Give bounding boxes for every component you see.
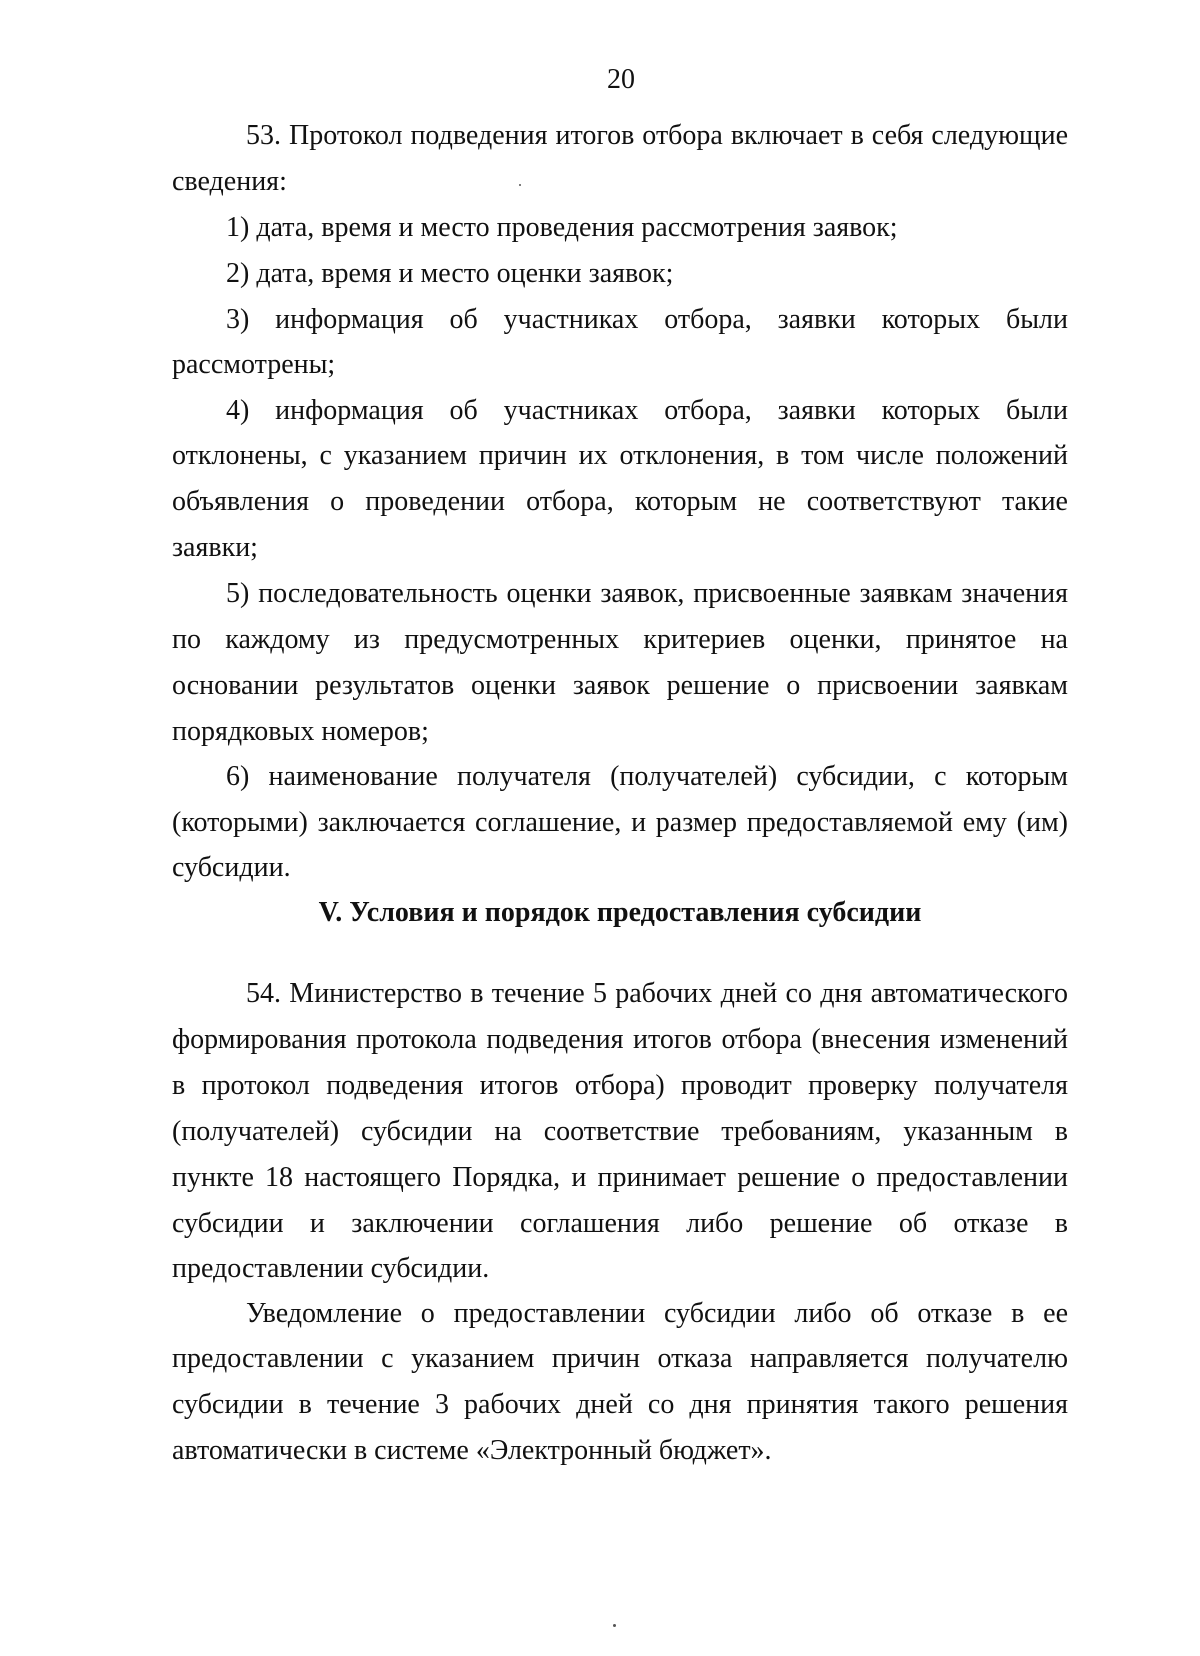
paragraph-notice-line: субсидии в течение 3 рабочих дней со дня принятия такого решения [172, 1389, 1068, 1420]
list-item-5-line: по каждому из предусмотренных критериев оценки, принятое на [172, 624, 1068, 655]
section-heading: V. Условия и порядок предоставления субсидии [318, 897, 922, 928]
paragraph-54-line: предоставлении субсидии. [172, 1253, 490, 1284]
list-item-5-line: 5) последовательность оценки заявок, присвоенные заявкам значения [226, 578, 1068, 609]
list-item-4-line: объявления о проведении отбора, которым не соответствуют такие [172, 486, 1068, 517]
paragraph-notice-line: автоматически в системе «Электронный бюджет». [172, 1435, 772, 1466]
scan-speck [519, 184, 521, 186]
paragraph-54-line: формирования протокола подведения итогов отбора (внесения изменений [172, 1024, 1068, 1055]
paragraph-54-line: (получателей) субсидии на соответствие требованиям, указанным в [172, 1116, 1068, 1147]
paragraph-54-line: пункте 18 настоящего Порядка, и принимает решение о предоставлении [172, 1162, 1068, 1193]
list-item-4-line: отклонены, с указанием причин их отклонения, в том числе положений [172, 440, 1068, 471]
list-item-3-line: 3) информация об участниках отбора, заявки которых были [226, 304, 1068, 335]
paragraph-53-line: 53. Протокол подведения итогов отбора включает в себя следующие [246, 120, 1068, 151]
paragraph-54-line: субсидии и заключении соглашения либо решение об отказе в [172, 1208, 1068, 1239]
scan-speck [613, 1624, 616, 1627]
paragraph-notice-line: предоставлении с указанием причин отказа направляется получателю [172, 1343, 1068, 1374]
paragraph-54-line: в протокол подведения итогов отбора) проводит проверку получателя [172, 1070, 1068, 1101]
list-item-3-line: рассмотрены; [172, 349, 336, 380]
paragraph-notice-line: Уведомление о предоставлении субсидии либо об отказе в ее [246, 1298, 1068, 1329]
list-item-5-line: основании результатов оценки заявок решение о присвоении заявкам [172, 670, 1068, 701]
list-item-4-line: 4) информация об участниках отбора, заявки которых были [226, 395, 1068, 426]
page-number: 20 [607, 64, 635, 95]
list-item-1: 1) дата, время и место проведения рассмотрения заявок; [226, 212, 898, 243]
list-item-6-line: субсидии. [172, 852, 291, 883]
paragraph-53-line: сведения: [172, 166, 287, 197]
list-item-5-line: порядковых номеров; [172, 716, 429, 747]
list-item-6-line: 6) наименование получателя (получателей) субсидии, с которым [226, 761, 1068, 792]
list-item-6-line: (которыми) заключается соглашение, и размер предоставляемой ему (им) [172, 807, 1068, 838]
list-item-2: 2) дата, время и место оценки заявок; [226, 258, 674, 289]
paragraph-54-line: 54. Министерство в течение 5 рабочих дней со дня автоматического [246, 978, 1068, 1009]
list-item-4-line: заявки; [172, 532, 258, 563]
